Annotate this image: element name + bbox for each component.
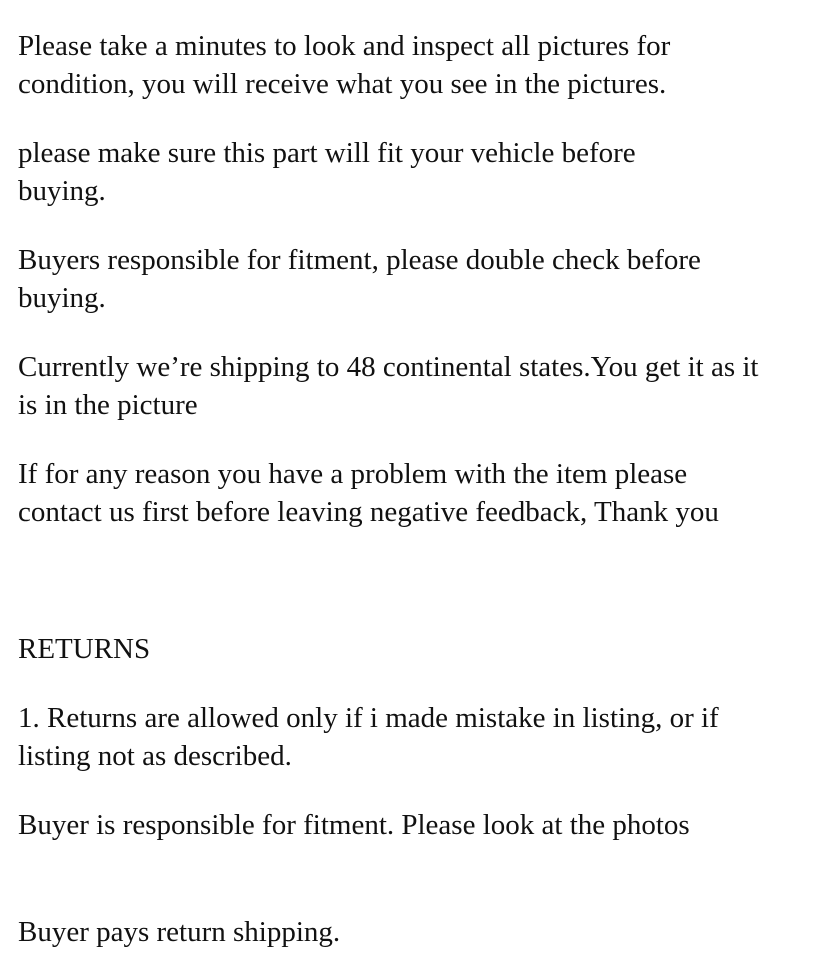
spacer — [18, 317, 813, 348]
spacer — [18, 668, 813, 699]
spacer — [18, 531, 813, 630]
contact-paragraph: If for any reason you have a problem with the item please contact us first before leaving negative feedback, Thank you — [18, 458, 719, 528]
fit-paragraph: please make sure this part will fit your vehicle before buying. — [18, 137, 636, 207]
spacer — [18, 775, 813, 806]
listing-description — [18, 27, 813, 951]
faint-erased-line — [18, 844, 813, 913]
return-shipping-paragraph: Buyer pays return shipping. — [18, 916, 341, 948]
returns-heading: RETURNS — [18, 633, 151, 665]
inspect-paragraph: Please take a minutes to look and inspect all pictures for condition, you will receive what you see in the pictures. — [18, 30, 671, 100]
shipping-paragraph: Currently we’re shipping to 48 continental states.You get it as it is in the picture — [18, 351, 759, 421]
spacer — [18, 103, 813, 134]
spacer — [18, 210, 813, 241]
spacer — [18, 424, 813, 455]
fitment-paragraph: Buyers responsible for fitment, please double check before buying. — [18, 244, 701, 314]
buyer-fitment-paragraph: Buyer is responsible for fitment. Please look at the photos — [18, 809, 690, 841]
returns-item-1: 1. Returns are allowed only if i made mistake in listing, or if listing not as described. — [18, 702, 719, 772]
